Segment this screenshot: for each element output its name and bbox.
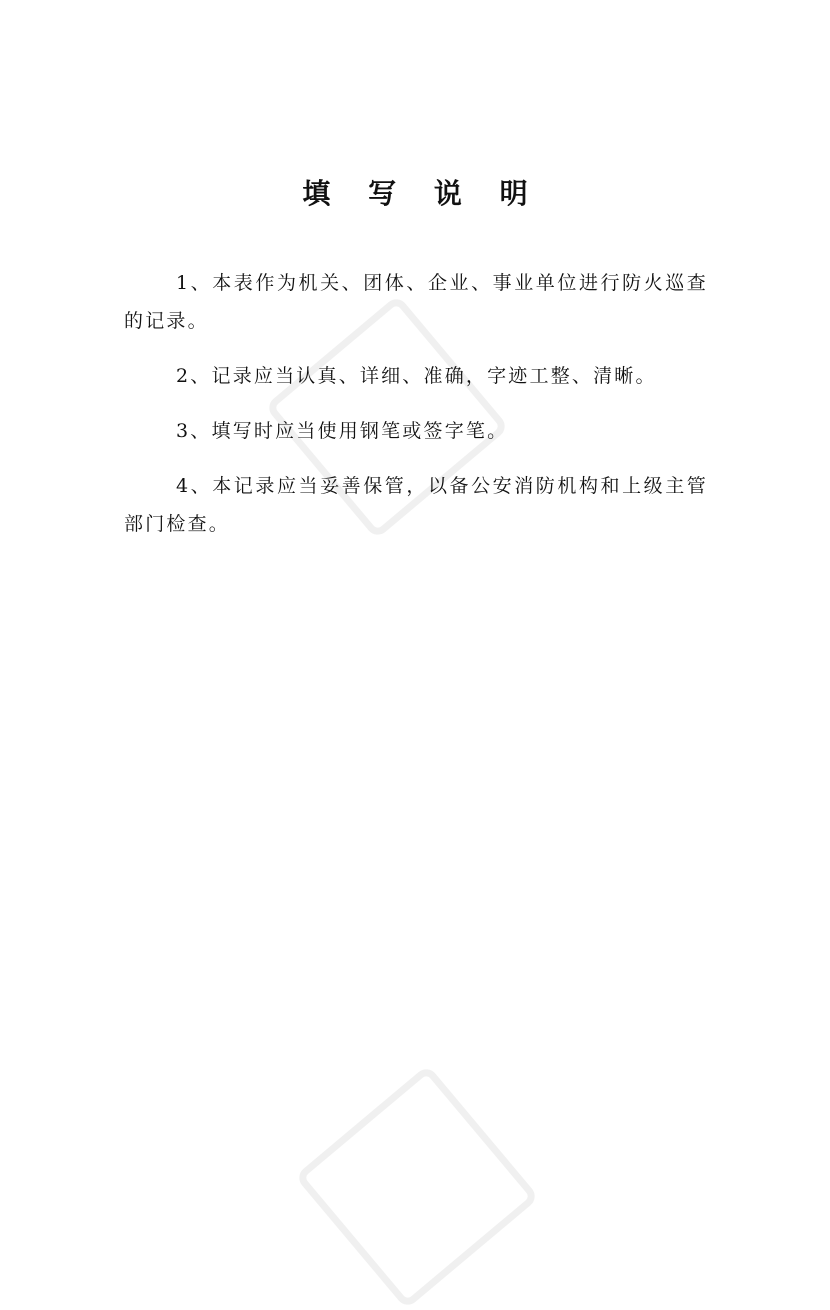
instructions-body — [124, 264, 708, 560]
instruction-item-4: 4、本记录应当妥善保管，以备公安消防机构和上级主管部门检查。 — [124, 475, 708, 535]
instruction-item-3: 3、填写时应当使用钢笔或签字笔。 — [176, 420, 509, 442]
instruction-item-2: 2、记录应当认真、详细、准确，字迹工整、清晰。 — [176, 365, 657, 387]
instruction-item-1: 1、本表作为机关、团体、企业、事业单位进行防火巡查的记录。 — [124, 272, 708, 332]
page-title: 填 写 说 明 — [302, 177, 542, 210]
watermark — [294, 1064, 539, 1309]
